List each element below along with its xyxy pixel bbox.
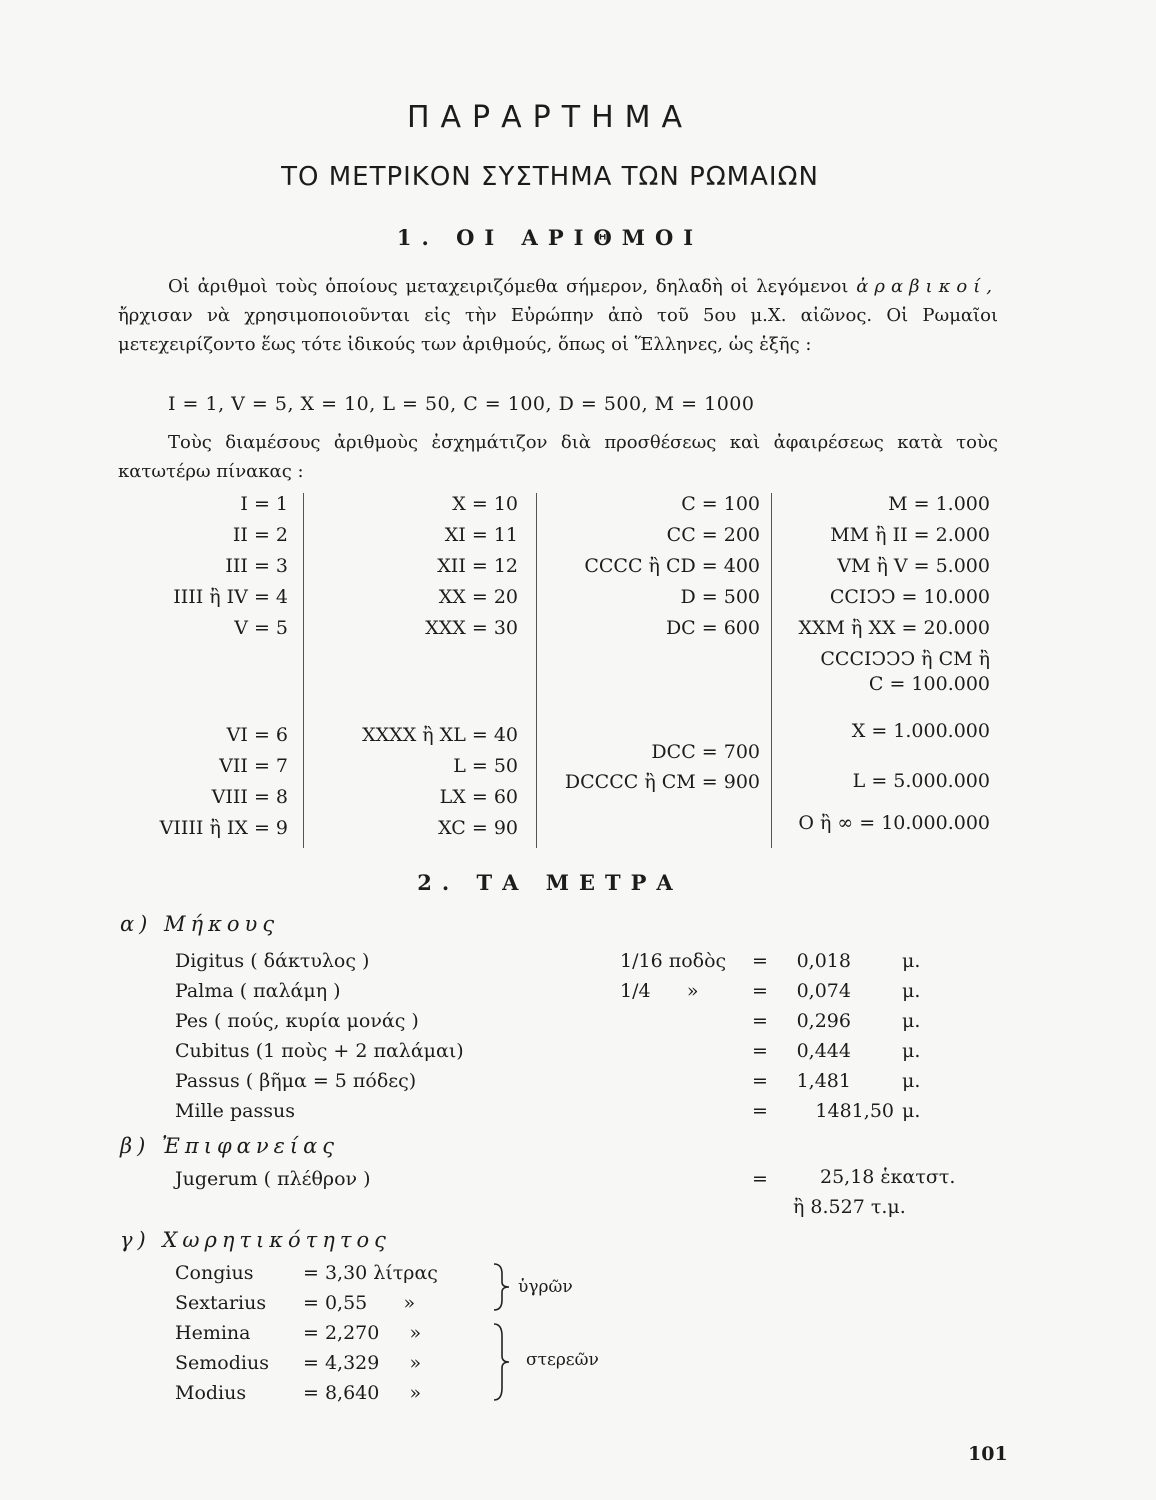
- area-subheading: β) Ἐπιφανείας: [120, 1134, 340, 1158]
- numeral-entry: V = 5: [234, 617, 288, 639]
- numeral-entry: VIIII ἢ IX = 9: [159, 817, 288, 839]
- measure-unit: μ.: [902, 1010, 921, 1032]
- numeral-entry: L = 5.000.000: [852, 770, 990, 792]
- equals-sign: =: [752, 1040, 768, 1062]
- numeral-entry: XII = 12: [437, 555, 518, 577]
- capacity-name: Hemina: [175, 1322, 251, 1344]
- intro-emphasis: ἀραβικοί,: [856, 276, 998, 297]
- section-1-heading: 1. ΟΙ ΑΡΙΘΜΟΙ: [396, 225, 704, 250]
- roman-basic-formula: I = 1, V = 5, X = 10, L = 50, C = 100, D = 500, M = 1000: [168, 393, 755, 415]
- equals-sign: =: [752, 980, 768, 1002]
- measure-name: Cubitus (1 ποὺς + 2 παλάμαι): [175, 1040, 464, 1062]
- measure-value: 0,074: [796, 980, 851, 1002]
- numeral-entry: CCCIↃↃↃ ἢ CM ἢ: [820, 648, 990, 670]
- capacity-name: Congius: [175, 1262, 254, 1284]
- numeral-entry: LX = 60: [439, 786, 518, 808]
- measure-value: 1481,50: [815, 1100, 894, 1122]
- capacity-name: Semodius: [175, 1352, 269, 1374]
- numeral-entry: VI = 6: [226, 724, 288, 746]
- numeral-entry: MM ἢ II = 2.000: [830, 524, 990, 546]
- measure-value: 1,481: [796, 1070, 851, 1092]
- numeral-entry: C = 100: [681, 493, 760, 515]
- measure-fraction: 1/4 »: [620, 980, 699, 1002]
- measure-value: 0,296: [796, 1010, 851, 1032]
- equals-sign: =: [752, 1168, 768, 1190]
- numeral-entry: CCIↃↃ = 10.000: [829, 586, 990, 608]
- capacity-name: Sextarius: [175, 1292, 267, 1314]
- equals-sign: =: [752, 950, 768, 972]
- page-number: 101: [968, 1443, 1008, 1465]
- measure-value: 0,444: [796, 1040, 851, 1062]
- capacity-value: = 0,55 »: [303, 1292, 416, 1314]
- table-divider: [771, 493, 772, 848]
- section-2-heading: 2. ΤΑ ΜΕΤΡΑ: [417, 870, 683, 895]
- area-value-alt: ἢ 8.527 τ.μ.: [793, 1196, 906, 1218]
- measure-name: Palma ( παλάμη ): [175, 980, 341, 1002]
- numeral-entry: III = 3: [225, 555, 288, 577]
- page-subtitle: ΤΟ ΜΕΤΡΙΚΟΝ ΣΥΣΤΗΜΑ ΤΩΝ ΡΩΜΑΙΩΝ: [281, 162, 819, 192]
- measure-name: Passus ( βῆμα = 5 πόδες): [175, 1070, 417, 1092]
- equals-sign: =: [752, 1100, 768, 1122]
- numeral-entry: XXX = 30: [425, 617, 518, 639]
- numeral-entry: DCCCC ἢ CM = 900: [564, 771, 760, 793]
- measure-unit: μ.: [902, 980, 921, 1002]
- capacity-value: = 8,640 »: [303, 1382, 422, 1404]
- numeral-entry: X = 1.000.000: [851, 720, 990, 742]
- table-intro-text: Τοὺς διαμέσους ἀριθμοὺς ἐσχημάτιζον διὰ προσθέσεως καὶ ἀφαιρέσεως κατὰ τοὺς κατωτέρω πίνακας :: [118, 432, 998, 482]
- measure-name: Pes ( πούς, κυρία μονάς ): [175, 1010, 419, 1032]
- equals-sign: =: [752, 1010, 768, 1032]
- brace-icon: [490, 1322, 512, 1402]
- length-subheading: α) Μήκους: [120, 912, 280, 936]
- area-measure-name: Jugerum ( πλέθρον ): [175, 1168, 371, 1190]
- numeral-entry: Ο ἢ ∞ = 10.000.000: [798, 812, 990, 834]
- measure-unit: μ.: [902, 1070, 921, 1092]
- numeral-entry: XXM ἢ XX = 20.000: [798, 617, 990, 639]
- numeral-entry: XXXX ἢ XL = 40: [362, 724, 518, 746]
- measure-unit: μ.: [902, 1040, 921, 1062]
- capacity-value: = 4,329 »: [303, 1352, 422, 1374]
- numeral-entry: DC = 600: [665, 617, 760, 639]
- numeral-entry: L = 50: [453, 755, 518, 777]
- numeral-entry: D = 500: [680, 586, 760, 608]
- capacity-subheading: γ) Χωρητικότητος: [120, 1228, 391, 1252]
- numeral-entry: IIII ἢ IV = 4: [173, 586, 288, 608]
- table-divider: [303, 493, 304, 848]
- numeral-entry: M = 1.000: [888, 493, 990, 515]
- numeral-entry: XX = 20: [438, 586, 518, 608]
- numeral-entry: VM ἢ V = 5.000: [837, 555, 990, 577]
- equals-sign: =: [752, 1070, 768, 1092]
- measure-fraction: 1/16 ποδὸς: [620, 950, 727, 972]
- intro-paragraph: [118, 272, 998, 359]
- brace-icon: [490, 1262, 512, 1312]
- measure-unit: μ.: [902, 950, 921, 972]
- capacity-name: Modius: [175, 1382, 247, 1404]
- numeral-entry: XI = 11: [444, 524, 518, 546]
- measure-unit: μ.: [902, 1100, 921, 1122]
- measure-value: 0,018: [796, 950, 851, 972]
- numeral-entry: X = 10: [452, 493, 518, 515]
- numeral-entry: XC = 90: [438, 817, 518, 839]
- page-title: ΠΑΡΑΡΤΗΜΑ: [406, 100, 694, 135]
- intro-text-b: ἤρχισαν νὰ χρησιμοποιοῦνται εἰς τὴν Εὐρώπην ἀπὸ τοῦ 5ου μ.Χ. αἰῶνος. Οἱ Ρωμαῖοι μετεχειρίζοντο ἕως τότε ἰδικούς των ἀριθμούς, ὅπως οἱ Ἕλληνες, ὡς ἑξῆς :: [118, 305, 998, 355]
- numeral-entry: I = 1: [240, 493, 288, 515]
- area-value: 25,18 ἑκατστ.: [820, 1166, 956, 1188]
- numeral-entry: VII = 7: [219, 755, 288, 777]
- numeral-entry: CCCC ἢ CD = 400: [584, 555, 760, 577]
- intro-text-a: Οἱ ἀριθμοὶ τοὺς ὁποίους μεταχειριζόμεθα σήμερον, δηλαδὴ οἱ λεγόμενοι: [168, 276, 849, 297]
- measure-name: Digitus ( δάκτυλος ): [175, 950, 370, 972]
- numeral-entry: II = 2: [232, 524, 288, 546]
- table-divider: [536, 493, 537, 848]
- table-intro-paragraph: [118, 428, 998, 486]
- numeral-entry: C = 100.000: [868, 673, 990, 695]
- numeral-entry: DCC = 700: [651, 741, 760, 763]
- numeral-entry: CC = 200: [666, 524, 760, 546]
- measure-name: Mille passus: [175, 1100, 295, 1122]
- capacity-value: = 3,30 λίτρας: [303, 1262, 438, 1284]
- capacity-value: = 2,270 »: [303, 1322, 422, 1344]
- solid-label: στερεῶν: [526, 1350, 599, 1370]
- numeral-entry: VIII = 8: [211, 786, 288, 808]
- liquid-label: ὑγρῶν: [518, 1277, 573, 1297]
